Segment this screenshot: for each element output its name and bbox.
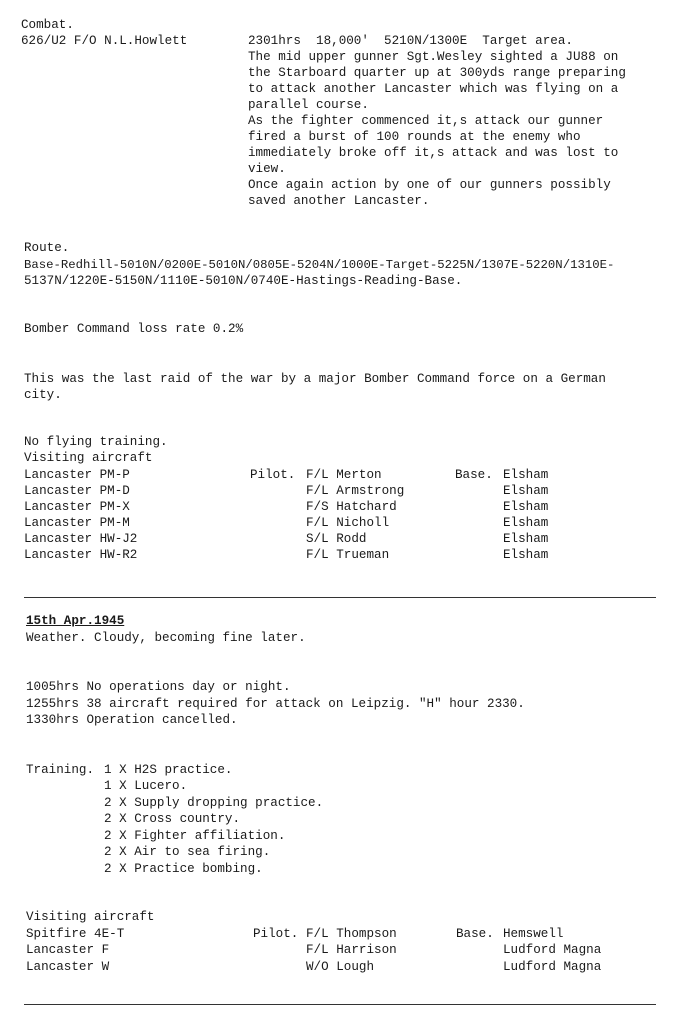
base-label: Base. xyxy=(456,927,494,941)
ops-line: 1330hrs Operation cancelled. xyxy=(26,713,238,727)
base-cell: Elsham xyxy=(503,468,549,482)
training-item: 1 X Lucero. xyxy=(104,779,188,793)
last-raid-line: city. xyxy=(24,388,62,402)
aircraft-cell: Lancaster W xyxy=(26,960,110,974)
combat-header: 2301hrs 18,000' 5210N/1300E Target area. xyxy=(248,34,573,48)
combat-line: view. xyxy=(248,162,286,176)
pilot-label: Pilot. xyxy=(250,468,296,482)
last-raid-line: This was the last raid of the war by a major Bomber Command force on a German xyxy=(24,372,606,386)
base-cell: Elsham xyxy=(503,484,549,498)
date-heading: 15th Apr.1945 xyxy=(26,614,125,628)
pilot-cell: W/O Lough xyxy=(306,960,375,974)
aircraft-cell: Lancaster HW-J2 xyxy=(24,532,138,546)
training-label: Training. xyxy=(26,763,95,777)
base-cell: Elsham xyxy=(503,548,549,562)
pilot-cell: S/L Rodd xyxy=(306,532,367,546)
weather-line: Weather. Cloudy, becoming fine later. xyxy=(26,631,306,645)
base-cell: Ludford Magna xyxy=(503,943,602,957)
training-item: 1 X H2S practice. xyxy=(104,763,233,777)
aircraft-cell: Lancaster PM-P xyxy=(24,468,130,482)
pilot-cell: F/L Merton xyxy=(306,468,382,482)
combat-line: saved another Lancaster. xyxy=(248,194,430,208)
ops-line: 1255hrs 38 aircraft required for attack on Leipzig. "H" hour 2330. xyxy=(26,697,525,711)
pilot-label: Pilot. xyxy=(253,927,299,941)
base-cell: Elsham xyxy=(503,516,549,530)
base-label: Base. xyxy=(455,468,493,482)
pilot-cell: F/L Harrison xyxy=(306,943,397,957)
route-line: Base-Redhill-5010N/0200E-5010N/0805E-5204N/1000E-Target-5225N/1307E-5220N/1310E- xyxy=(24,258,615,272)
training-item: 2 X Supply dropping practice. xyxy=(104,796,324,810)
aircraft-cell: Lancaster PM-M xyxy=(24,516,130,530)
aircraft-cell: Lancaster PM-X xyxy=(24,500,130,514)
visiting-aircraft-heading: Visiting aircraft xyxy=(26,910,155,924)
training-item: 2 X Fighter affiliation. xyxy=(104,829,286,843)
visiting-aircraft-heading: Visiting aircraft xyxy=(24,451,153,465)
training-item: 2 X Air to sea firing. xyxy=(104,845,271,859)
no-flying-training: No flying training. xyxy=(24,435,168,449)
combat-crew: 626/U2 F/O N.L.Howlett xyxy=(21,34,188,48)
aircraft-cell: Lancaster HW-R2 xyxy=(24,548,138,562)
aircraft-cell: Lancaster F xyxy=(26,943,110,957)
section-divider xyxy=(24,597,656,598)
combat-line: The mid upper gunner Sgt.Wesley sighted a JU88 on xyxy=(248,50,619,64)
training-item: 2 X Practice bombing. xyxy=(104,862,263,876)
pilot-cell: F/L Trueman xyxy=(306,548,390,562)
route-line: 5137N/1220E-5150N/1110E-5010N/0740E-Hastings-Reading-Base. xyxy=(24,274,463,288)
aircraft-cell: Spitfire 4E-T xyxy=(26,927,125,941)
pilot-cell: F/L Thompson xyxy=(306,927,397,941)
loss-rate: Bomber Command loss rate 0.2% xyxy=(24,322,244,336)
base-cell: Hemswell xyxy=(503,927,564,941)
pilot-cell: F/L Armstrong xyxy=(306,484,405,498)
pilot-cell: F/L Nicholl xyxy=(306,516,390,530)
combat-line: As the fighter commenced it,s attack our gunner xyxy=(248,114,604,128)
combat-line: to attack another Lancaster which was flying on a xyxy=(248,82,619,96)
combat-line: immediately broke off it,s attack and was lost to xyxy=(248,146,619,160)
pilot-cell: F/S Hatchard xyxy=(306,500,397,514)
combat-line: fired a burst of 100 rounds at the enemy who xyxy=(248,130,581,144)
combat-heading: Combat. xyxy=(21,18,74,32)
training-item: 2 X Cross country. xyxy=(104,812,241,826)
aircraft-cell: Lancaster PM-D xyxy=(24,484,130,498)
combat-line: the Starboard quarter up at 300yds range preparing xyxy=(248,66,626,80)
combat-line: parallel course. xyxy=(248,98,369,112)
base-cell: Elsham xyxy=(503,500,549,514)
ops-line: 1005hrs No operations day or night. xyxy=(26,680,291,694)
base-cell: Ludford Magna xyxy=(503,960,602,974)
section-divider xyxy=(24,1004,656,1005)
combat-line: Once again action by one of our gunners possibly xyxy=(248,178,611,192)
route-heading: Route. xyxy=(24,241,70,255)
base-cell: Elsham xyxy=(503,532,549,546)
